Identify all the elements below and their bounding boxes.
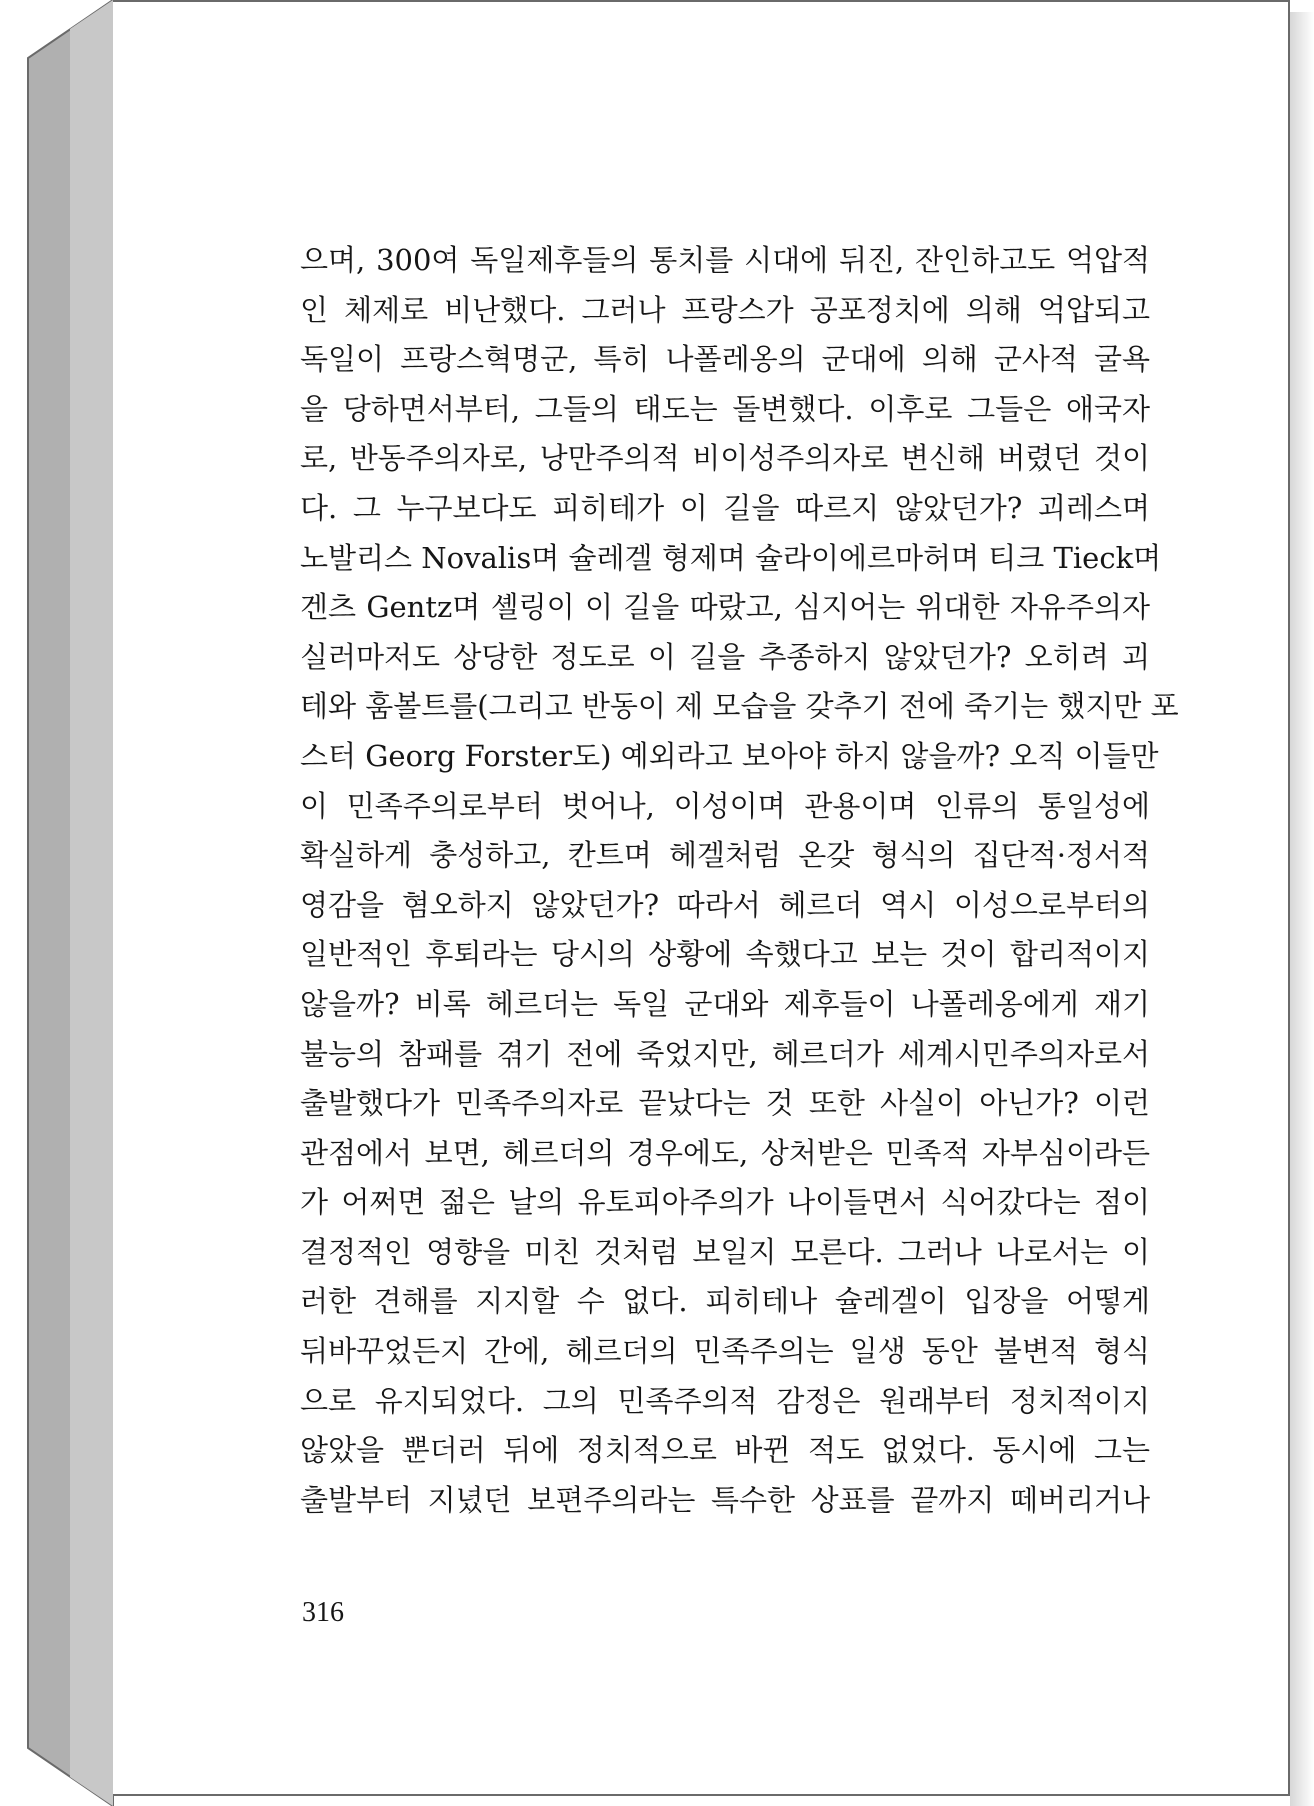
- text-line: 을 당하면서부터, 그들의 태도는 돌변했다. 이후로 그들은 애국자: [300, 391, 1150, 426]
- text-line: 않았을 뿐더러 뒤에 정치적으로 바뀐 적도 없었다. 동시에 그는: [300, 1433, 1150, 1468]
- text-line: 결정적인 영향을 미친 것처럼 보일지 모른다. 그러나 나로서는 이: [300, 1234, 1150, 1269]
- text-line: 이 민족주의로부터 벗어나, 이성이며 관용이며 인류의 통일성에: [300, 788, 1150, 823]
- text-line: 인 체제로 비난했다. 그러나 프랑스가 공포정치에 의해 억압되고: [300, 292, 1150, 327]
- text-line: 영감을 혐오하지 않았던가? 따라서 헤르더 역시 이성으로부터의: [300, 887, 1150, 922]
- text-line: 러한 견해를 지지할 수 없다. 피히테나 슐레겔이 입장을 어떻게: [300, 1284, 1150, 1319]
- text-line: 불능의 참패를 겪기 전에 죽었지만, 헤르더가 세계시민주의자로서: [300, 1036, 1150, 1071]
- text-line: 관점에서 보면, 헤르더의 경우에도, 상처받은 민족적 자부심이라든: [300, 1135, 1150, 1170]
- text-line: 출발했다가 민족주의자로 끝났다는 것 또한 사실이 아닌가? 이런: [300, 1086, 1150, 1121]
- text-line: 으로 유지되었다. 그의 민족주의적 감정은 원래부터 정치적이지: [300, 1383, 1150, 1418]
- body-text: [300, 236, 1179, 1525]
- text-line: 실러마저도 상당한 정도로 이 길을 추종하지 않았던가? 오히려 괴: [300, 639, 1150, 674]
- text-line: 일반적인 후퇴라는 당시의 상황에 속했다고 보는 것이 합리적이지: [300, 937, 1150, 972]
- text-line: 노발리스 Novalis며 슐레겔 형제며 슐라이에르마허며 티크 Tieck며: [300, 540, 1162, 575]
- text-line: 다. 그 누구보다도 피히테가 이 길을 따르지 않았던가? 괴레스며: [300, 490, 1150, 525]
- text-line: 로, 반동주의자로, 낭만주의적 비이성주의자로 변신해 버렸던 것이: [300, 441, 1150, 476]
- text-line: 뒤바꾸었든지 간에, 헤르더의 민족주의는 일생 동안 불변적 형식: [300, 1334, 1150, 1369]
- text-line: 확실하게 충성하고, 칸트며 헤겔처럼 온갖 형식의 집단적·정서적: [300, 838, 1150, 873]
- text-line: 가 어쩌면 젊은 날의 유토피아주의가 나이들면서 식어갔다는 점이: [300, 1185, 1150, 1220]
- page-shadow: [1290, 12, 1314, 1806]
- text-line: 으며, 300여 독일제후들의 통치를 시대에 뒤진, 잔인하고도 억압적: [300, 243, 1150, 277]
- text-line: 겐츠 Gentz며 셸링이 이 길을 따랐고, 심지어는 위대한 자유주의자: [300, 590, 1150, 625]
- text-line: 스터 Georg Forster도) 예외라고 보아야 하지 않을까? 오직 이들만: [300, 738, 1159, 773]
- text-line: 않을까? 비록 헤르더는 독일 군대와 제후들이 나폴레옹에게 재기: [300, 986, 1150, 1021]
- text-line: 테와 훔볼트를(그리고 반동이 제 모습을 갖추기 전에 죽기는 했지만 포: [300, 689, 1179, 724]
- text-line: 독일이 프랑스혁명군, 특히 나폴레옹의 군대에 의해 군사적 굴욕: [300, 342, 1150, 377]
- text-line: 출발부터 지녔던 보편주의라는 특수한 상표를 끝까지 떼버리거나: [300, 1482, 1150, 1517]
- page-number: 316: [302, 1597, 344, 1628]
